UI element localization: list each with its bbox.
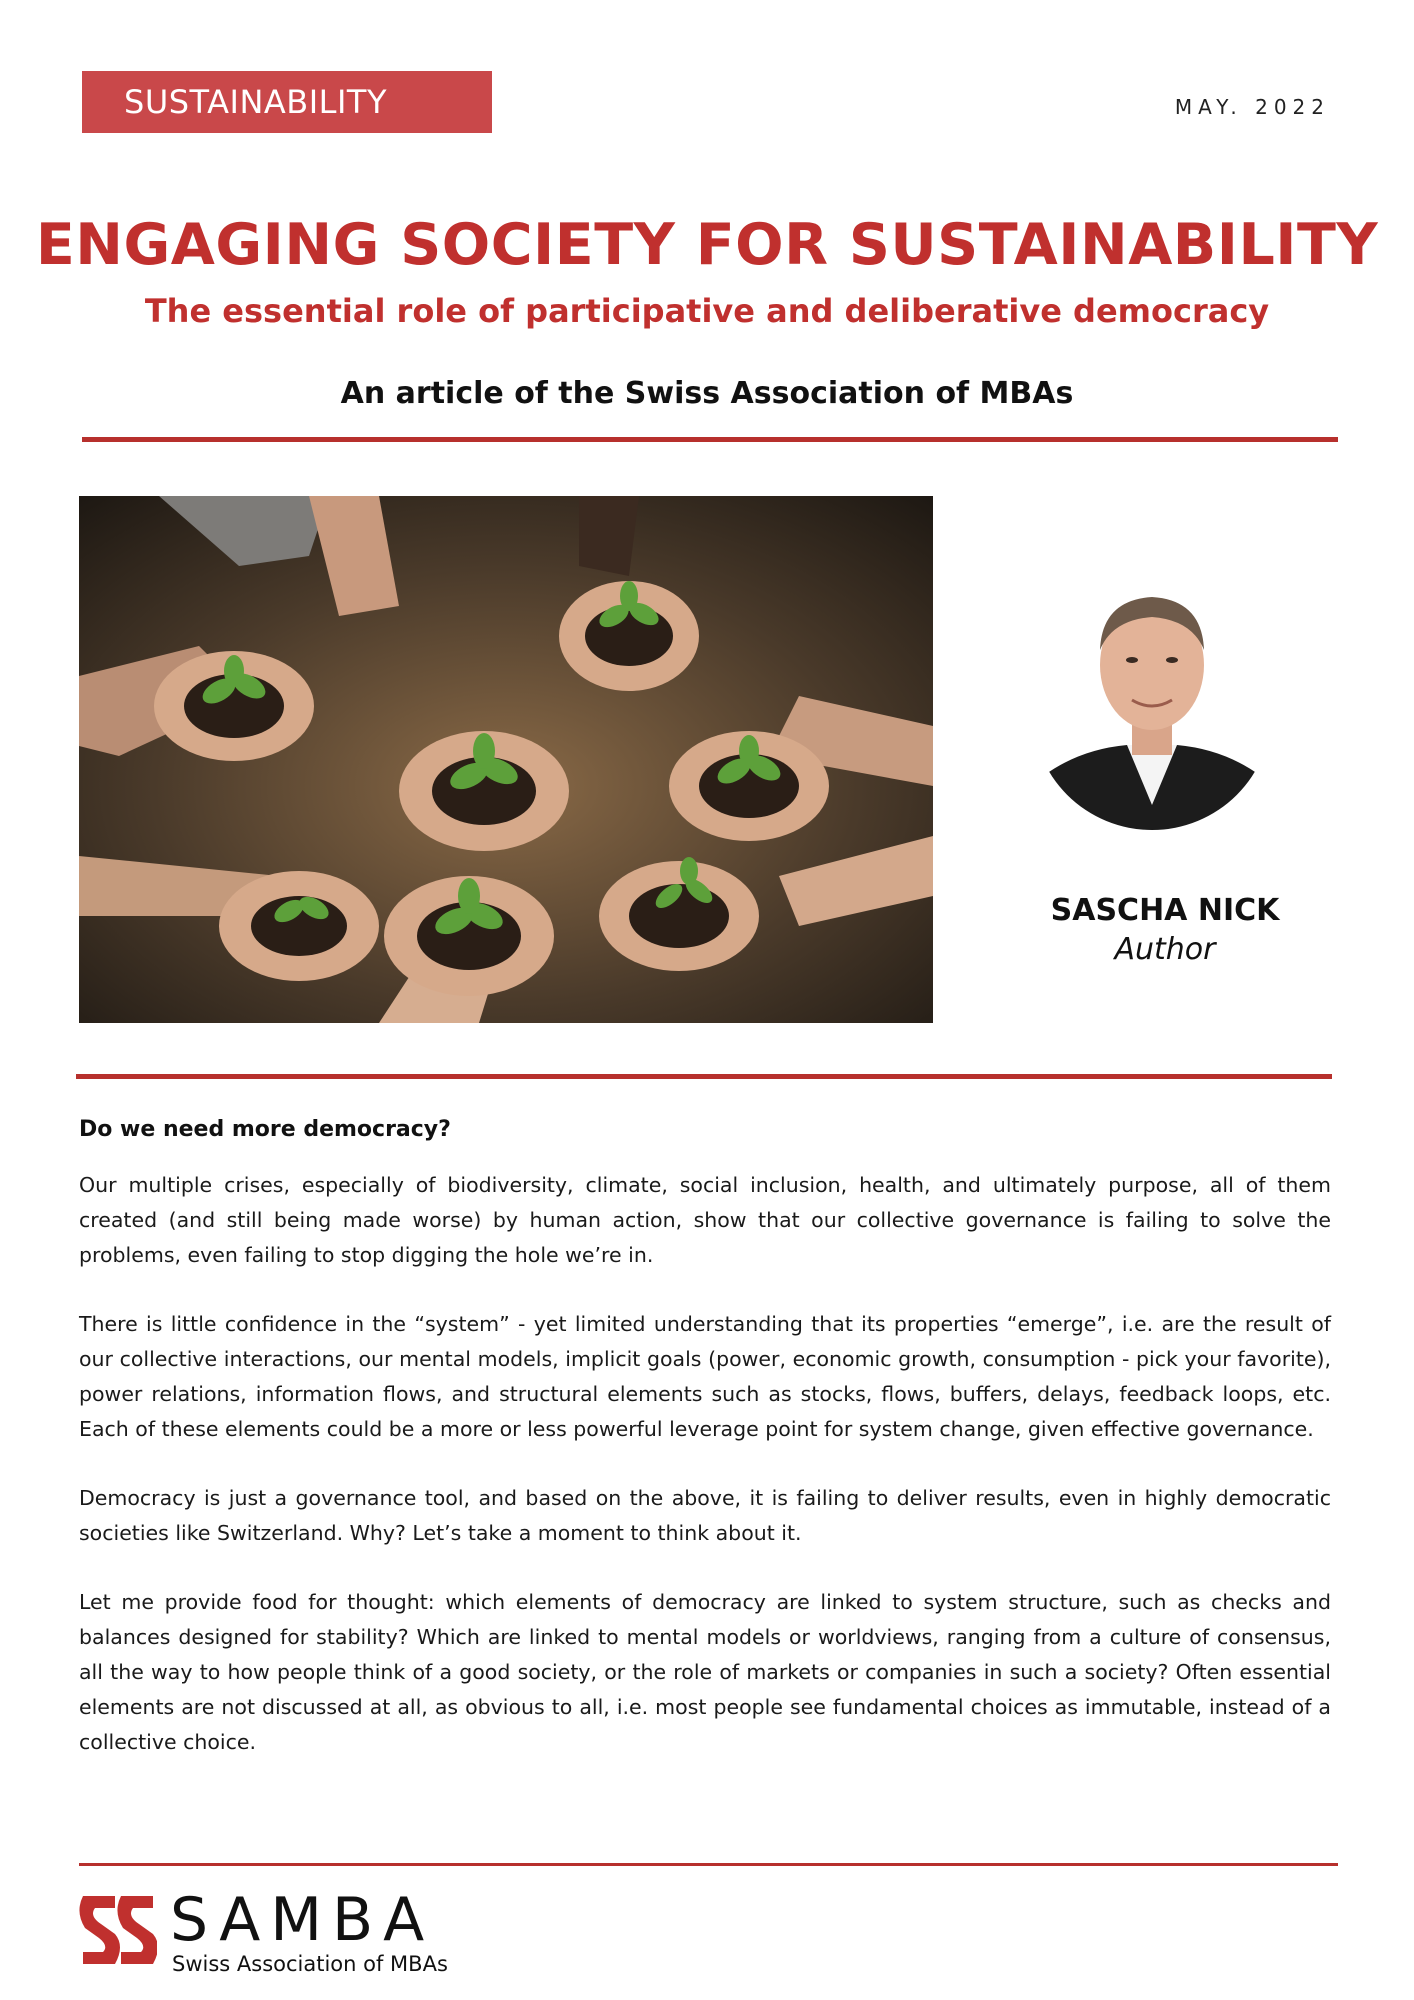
header-divider xyxy=(82,437,1338,442)
samba-logo-subtitle: Swiss Association of MBAs xyxy=(172,1952,448,1976)
section-divider xyxy=(76,1074,1332,1079)
body-paragraph: Let me provide food for thought: which elements of democracy are linked to system structure, such as checks and balances designed for stability? Which are linked to mental models or worldviews, ranging from a culture of consensus, all the way to how people think of a good society, or the role of markets or companies in such a society? Often essential elements are not discussed at all, as obvious to all, i.e. most people see fundamental choices as immutable, instead of a collective choice. xyxy=(79,1590,1331,1754)
body-paragraph: Democracy is just a governance tool, and based on the above, it is failing to deliver results, even in highly democratic societies like Switzerland. Why? Let’s take a moment to think about it. xyxy=(79,1486,1331,1545)
section-heading: Do we need more democracy? xyxy=(79,1117,451,1142)
article-subtitle: The essential role of participative and deliberative democracy xyxy=(144,292,1270,330)
author-name: SASCHA NICK xyxy=(1050,893,1280,928)
footer-divider xyxy=(79,1863,1338,1866)
category-tag: SUSTAINABILITY xyxy=(82,71,492,133)
author-role: Author xyxy=(1114,932,1216,967)
hero-image-hands-seedlings xyxy=(79,496,933,1023)
samba-logo-wordmark: SAMBA xyxy=(170,1885,435,1955)
body-paragraph: Our multiple crises, especially of biodiversity, climate, social inclusion, health, and ultimately purpose, all of them created (and still being made worse) by human action, show that our collective governance is failing to solve the problems, even failing to stop digging the hole we’re in. xyxy=(79,1173,1331,1267)
samba-logo-mark-icon xyxy=(79,1890,157,1974)
publication-date: MAY. 2022 xyxy=(1174,95,1330,119)
body-paragraph: There is little confidence in the “system” - yet limited understanding that its properties “emerge”, i.e. are the result of our collective interactions, our mental models, implicit goals (power, economic growth, consumption - pick your favorite), power relations, information flows, and structural elements such as stocks, flows, buffers, delays, feedback loops, etc. Each of these elements could be a more or less powerful leverage point for system change, given effective governance. xyxy=(79,1312,1331,1441)
author-portrait xyxy=(1032,555,1272,830)
article-title: ENGAGING SOCIETY FOR SUSTAINABILITY xyxy=(35,212,1379,278)
article-body xyxy=(79,1117,1331,1794)
article-byline: An article of the Swiss Association of MBAs xyxy=(340,376,1074,411)
